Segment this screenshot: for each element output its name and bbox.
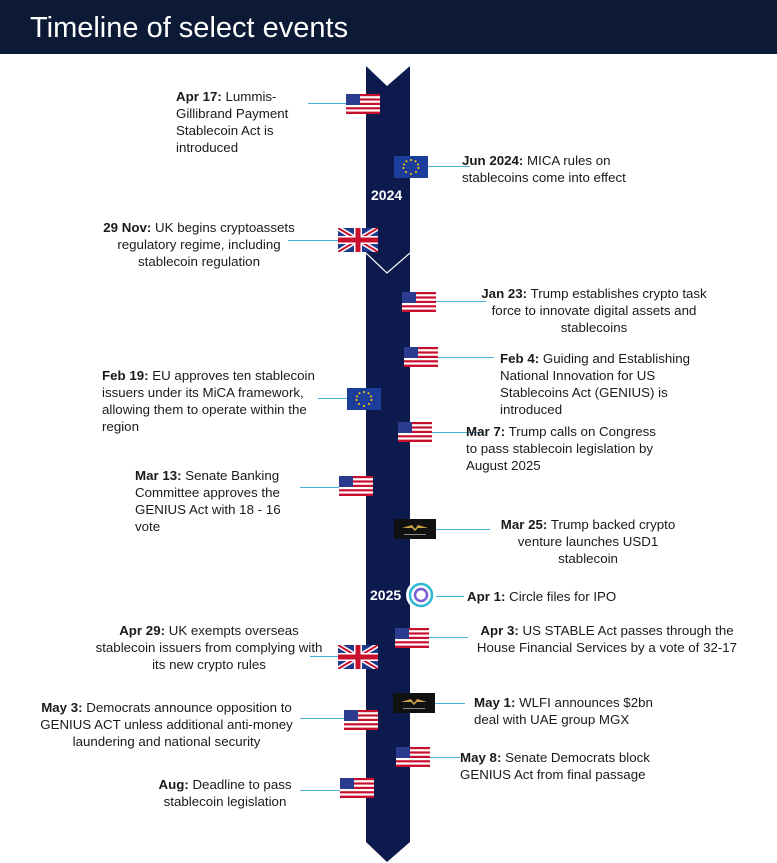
event-text: UK begins cryptoassets regulatory regime, including stablecoin regulation — [117, 220, 295, 269]
event-date: Apr 29: — [119, 623, 166, 638]
event-date: May 3: — [41, 700, 83, 715]
connector-line — [435, 703, 465, 704]
event-apr1 — [467, 588, 667, 605]
us-flag-icon — [340, 778, 374, 798]
event-may8 — [460, 749, 680, 783]
uk-flag-icon — [338, 645, 378, 669]
event-text: WLFI announces $2bn deal with UAE group MGX — [474, 695, 653, 727]
world-liberty-logo-icon — [393, 693, 435, 713]
event-mar25 — [488, 516, 688, 567]
us-flag-icon — [346, 94, 380, 114]
event-text: MICA rules on stablecoins come into effect — [462, 153, 626, 185]
event-date: Mar 13: — [135, 468, 182, 483]
event-date: Apr 3: — [480, 623, 519, 638]
event-date: Aug: — [158, 777, 189, 792]
event-aug — [150, 776, 300, 810]
event-date: May 8: — [460, 750, 502, 765]
event-date: Jun 2024: — [462, 153, 524, 168]
event-text: Senate Banking Committee approves the GENIUS Act with 18 - 16 vote — [135, 468, 281, 534]
event-text: US STABLE Act passes through the House Financial Services by a vote of 32-17 — [476, 623, 738, 655]
event-date: Apr 17: — [176, 89, 222, 104]
event-date: Feb 4: — [500, 351, 540, 366]
us-flag-icon — [398, 422, 432, 442]
connector-line — [436, 529, 490, 530]
event-text: Trump establishes crypto task force to innovate digital assets and stablecoins — [491, 286, 707, 335]
world-liberty-logo-icon — [394, 519, 436, 539]
us-flag-icon — [344, 710, 378, 730]
eu-flag-icon — [394, 156, 428, 178]
event-date: May 1: — [474, 695, 516, 710]
event-mar13 — [135, 467, 305, 535]
event-mar7 — [466, 423, 666, 474]
event-29nov — [88, 219, 310, 270]
event-feb19 — [102, 367, 327, 435]
event-date: Apr 1: — [467, 589, 506, 604]
uk-flag-icon — [338, 228, 378, 252]
event-text: Circle files for IPO — [509, 589, 617, 604]
event-jan23 — [474, 285, 714, 336]
connector-line — [300, 790, 340, 791]
year-label-2025: 2025 — [370, 587, 402, 603]
event-text: Trump backed crypto venture launches USD1 stablecoin — [517, 517, 676, 566]
event-text: Guiding and Establishing National Innovation for US Stablecoins Act (GENIUS) is introduced — [500, 351, 690, 417]
connector-line — [430, 757, 460, 758]
event-apr3 — [462, 622, 752, 656]
event-text: Senate Democrats block GENIUS Act from final passage — [460, 750, 650, 782]
us-flag-icon — [404, 347, 438, 367]
event-text: Democrats announce opposition to GENIUS ACT unless additional anti-money laundering and national security — [40, 700, 293, 749]
connector-line — [434, 596, 464, 597]
event-date: Mar 25: — [500, 517, 548, 532]
event-date: Jan 23: — [481, 286, 528, 301]
connector-line — [300, 487, 340, 488]
circle-logo-icon — [406, 580, 436, 610]
year-label-2024: 2024 — [371, 187, 403, 203]
event-text: EU approves ten stablecoin issuers under its MiCA framework, allowing them to operate within the region — [102, 368, 315, 434]
event-text: Deadline to pass stablecoin legislation — [163, 777, 292, 809]
event-text: Lummis-Gillibrand Payment Stablecoin Act is introduced — [176, 89, 289, 155]
event-date: Feb 19: — [102, 368, 149, 383]
event-apr29 — [92, 622, 326, 673]
event-may3 — [34, 699, 299, 750]
us-flag-icon — [402, 292, 436, 312]
us-flag-icon — [395, 628, 429, 648]
us-flag-icon — [339, 476, 373, 496]
event-may1 — [474, 694, 674, 728]
eu-flag-icon — [347, 388, 381, 410]
connector-line — [308, 103, 348, 104]
connector-line — [438, 357, 494, 358]
event-text: UK exempts overseas stablecoin issuers from complying with its new crypto rules — [95, 623, 323, 672]
event-date: Mar 7: — [466, 424, 506, 439]
connector-line — [300, 718, 344, 719]
event-apr17 — [176, 88, 306, 156]
event-text: Trump calls on Congress to pass stablecoin legislation by August 2025 — [466, 424, 656, 473]
event-date: 29 Nov: — [103, 220, 152, 235]
us-flag-icon — [396, 747, 430, 767]
page-title: Timeline of select events — [30, 12, 349, 44]
event-feb4 — [500, 350, 720, 418]
event-jun2024 — [462, 152, 662, 186]
